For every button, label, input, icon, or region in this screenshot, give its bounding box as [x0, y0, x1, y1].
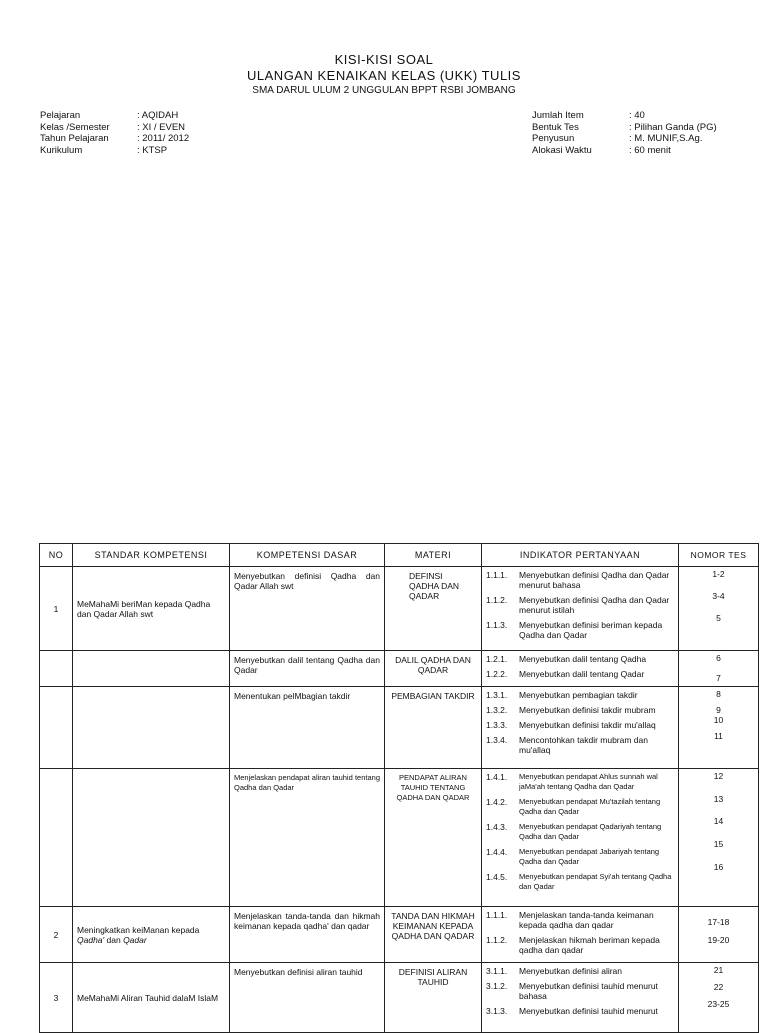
indikator-number: 1.1.2. — [486, 595, 508, 605]
indikator-text: Menyebutkan definisi beriman kepada Qadha dan Qadar — [519, 620, 663, 640]
cell-standar-kompetensi: Meningkatkan keiManan kepada Qadha' dan Qadar — [73, 907, 230, 963]
meta-row — [40, 122, 189, 134]
indikator-number: 1.1.3. — [486, 620, 508, 630]
indikator-text: Menyebutkan definisi takdir mubram — [519, 705, 656, 715]
nomor-tes-value: 10 — [713, 715, 724, 725]
indikator-text: Menyebutkan pendapat Syi'ah tentang Qadha dan Qadar — [519, 872, 672, 891]
indikator-text: Menyebutkan definisi takdir mu'allaq — [519, 720, 656, 730]
nomor-tes-value: 19-20 — [707, 935, 730, 945]
indikator-number: 1.3.2. — [486, 705, 508, 715]
table-row — [40, 687, 759, 769]
nomor-tes-value: 23-25 — [707, 999, 730, 1009]
cell-materi: TANDA DAN HIKMAH KEIMANAN KEPADA QADHA DAN QADAR — [385, 907, 482, 963]
table-row — [40, 907, 759, 963]
indikator-text: Menyebutkan definisi aliran — [519, 966, 623, 976]
cell-indikator — [482, 651, 679, 687]
meta-left-block — [40, 110, 189, 156]
cell-indikator — [482, 769, 679, 907]
indikator-text: Menyebutkan pendapat Jabariyah tentang Qadha dan Qadar — [519, 847, 660, 866]
indikator-item — [486, 570, 676, 590]
cell-nomor-tes — [679, 963, 759, 1033]
meta-label: Kurikulum — [40, 144, 83, 156]
indikator-item — [486, 705, 676, 715]
cell-no — [40, 769, 73, 907]
indikator-number: 1.4.3. — [486, 822, 508, 832]
indikator-number: 1.4.2. — [486, 797, 508, 807]
table-row — [40, 567, 759, 651]
cell-kompetensi-dasar: Menjelaskan tanda-tanda dan hikmah keimanan kepada qadha' dan qadar — [230, 907, 385, 963]
indikator-item — [486, 910, 676, 930]
indikator-number: 1.1.2. — [486, 935, 508, 945]
indikator-number: 1.1.1. — [486, 570, 508, 580]
meta-value: : Pilihan Ganda (PG) — [629, 121, 717, 133]
cell-kompetensi-dasar: Menentukan pelMbagian takdir — [230, 687, 385, 769]
cell-indikator — [482, 963, 679, 1033]
cell-materi: PENDAPAT ALIRAN TAUHID TENTANG QADHA DAN QADAR — [385, 769, 482, 907]
cell-no: 2 — [40, 907, 73, 963]
header-materi: MATERI — [385, 544, 482, 567]
meta-value: : 60 menit — [629, 144, 671, 156]
indikator-item — [486, 669, 676, 679]
indikator-number: 1.4.1. — [486, 772, 508, 782]
nomor-tes-value: 11 — [714, 731, 723, 741]
nomor-tes-value: 17-18 — [707, 917, 730, 927]
meta-row — [40, 110, 189, 122]
meta-value: : 2011/ 2012 — [137, 133, 190, 144]
meta-label: Pelajaran — [40, 110, 81, 121]
indikator-text: Menjelaskan hikmah beriman kepada qadha dan qadar — [519, 935, 660, 955]
indikator-item — [486, 620, 676, 640]
nomor-tes-value: 16 — [713, 862, 724, 872]
cell-nomor-tes — [679, 651, 759, 687]
doc-title: KISI-KISI SOAL — [334, 52, 434, 67]
indikator-text: Menyebutkan pendapat Mu'tazilah tentang Qadha dan Qadar — [519, 797, 661, 816]
indikator-number: 1.1.1. — [486, 910, 508, 920]
nomor-tes-value: 3-4 — [712, 591, 725, 601]
indikator-item — [486, 654, 676, 664]
meta-label: Alokasi Waktu — [532, 144, 592, 156]
indikator-text: Menyebutkan pembagian takdir — [519, 690, 638, 700]
indikator-text: Menyebutkan pendapat Qadariyah tentang Qadha dan Qadar — [519, 822, 662, 841]
indikator-number: 1.4.4. — [486, 847, 508, 857]
indikator-item — [486, 1006, 676, 1016]
indikator-text: Menyebutkan definisi tauhid menurut — [519, 1006, 658, 1016]
nomor-tes-value: 1-2 — [712, 569, 725, 579]
cell-indikator — [482, 687, 679, 769]
meta-row — [532, 145, 717, 157]
cell-no — [40, 651, 73, 687]
indikator-text: Menyebutkan definisi tauhid menurut bahasa — [519, 981, 658, 1001]
table-header-row — [40, 544, 759, 567]
nomor-tes-value: 14 — [713, 816, 724, 826]
cell-materi: DEFINSI QADHA DAN QADAR — [385, 567, 482, 651]
table-row — [40, 651, 759, 687]
nomor-tes-value: 21 — [713, 965, 724, 975]
doc-subtitle: ULANGAN KENAIKAN KELAS (UKK) TULIS — [247, 68, 521, 83]
indikator-text: Menjelaskan tanda-tanda keimanan kepada qadha dan qadar — [519, 910, 654, 930]
meta-label: Tahun Pelajaran — [40, 133, 109, 144]
meta-row — [532, 110, 717, 122]
indikator-text: Menyebutkan definisi Qadha dan Qadar menurut bahasa — [519, 570, 670, 590]
cell-standar-kompetensi — [73, 687, 230, 769]
indikator-number: 1.3.4. — [486, 735, 508, 745]
header-kompetensi-dasar: KOMPETENSI DASAR — [230, 544, 385, 567]
header-indikator: INDIKATOR PERTANYAAN — [482, 544, 679, 567]
indikator-number: 3.1.1. — [486, 966, 508, 976]
cell-no — [40, 687, 73, 769]
indikator-number: 3.1.3. — [486, 1006, 508, 1016]
cell-standar-kompetensi — [73, 769, 230, 907]
document-header — [0, 52, 768, 97]
cell-materi: PEMBAGIAN TAKDIR — [385, 687, 482, 769]
table-row — [40, 769, 759, 907]
indikator-item — [486, 966, 676, 976]
nomor-tes-value: 12 — [713, 771, 724, 781]
cell-standar-kompetensi — [73, 651, 230, 687]
meta-right-block — [532, 110, 717, 156]
indikator-text: Menyebutkan pendapat Ahlus sunnah wal jaMa'ah tentang Qadha dan Qadar — [519, 772, 658, 791]
cell-nomor-tes — [679, 907, 759, 963]
nomor-tes-value: 15 — [713, 839, 724, 849]
nomor-tes-value: 8 — [716, 689, 721, 699]
indikator-item — [486, 595, 676, 615]
meta-row — [532, 122, 717, 134]
cell-nomor-tes — [679, 769, 759, 907]
nomor-tes-value: 9 — [716, 705, 721, 715]
cell-materi: DEFINISI ALIRAN TAUHID — [385, 963, 482, 1033]
cell-nomor-tes — [679, 687, 759, 769]
cell-indikator — [482, 907, 679, 963]
meta-value: : AQIDAH — [137, 110, 179, 121]
meta-value: : KTSP — [137, 144, 168, 156]
cell-kompetensi-dasar: Menjelaskan pendapat aliran tauhid tentang Qadha dan Qadar — [230, 769, 385, 907]
indikator-item — [486, 822, 676, 842]
cell-materi: DALIL QADHA DAN QADAR — [385, 651, 482, 687]
indikator-item — [486, 720, 676, 730]
meta-label: Jumlah Item — [532, 110, 584, 121]
kisi-kisi-table — [39, 543, 759, 1033]
meta-row — [40, 145, 189, 157]
indikator-item — [486, 735, 676, 755]
nomor-tes-value: 5 — [716, 613, 721, 623]
indikator-item — [486, 690, 676, 700]
header-nomor-tes: NOMOR TES — [679, 544, 759, 567]
indikator-number: 1.3.3. — [486, 720, 508, 730]
indikator-item — [486, 772, 676, 792]
meta-label: Penyusun — [532, 133, 575, 144]
school-name: SMA DARUL ULUM 2 UNGGULAN BPPT RSBI JOMBANG — [252, 85, 516, 96]
cell-indikator — [482, 567, 679, 651]
indikator-number: 1.4.5. — [486, 872, 508, 882]
meta-value: : M. MUNIF,S.Ag. — [629, 133, 703, 144]
cell-no: 3 — [40, 963, 73, 1033]
cell-kompetensi-dasar: Menyebutkan dalil tentang Qadha dan Qadar — [230, 651, 385, 687]
header-no: NO — [40, 544, 73, 567]
indikator-text: Menyebutkan definisi Qadha dan Qadar menurut istilah — [519, 595, 670, 615]
meta-row — [532, 133, 717, 145]
meta-label: Bentuk Tes — [532, 121, 579, 133]
nomor-tes-value: 13 — [713, 794, 724, 804]
indikator-item — [486, 981, 676, 1001]
indikator-number: 1.3.1. — [486, 690, 508, 700]
nomor-tes-value: 22 — [713, 982, 724, 992]
meta-row — [40, 133, 189, 145]
meta-value: : XI / EVEN — [137, 121, 186, 133]
indikator-item — [486, 872, 676, 892]
indikator-number: 1.2.2. — [486, 669, 508, 679]
nomor-tes-value: 6 — [716, 653, 721, 663]
header-standar-kompetensi: STANDAR KOMPETENSI — [73, 544, 230, 567]
cell-kompetensi-dasar: Menyebutkan definisi Qadha dan Qadar Allah swt — [230, 567, 385, 651]
indikator-text: Mencontohkan takdir mubram dan mu'allaq — [519, 735, 648, 755]
cell-kompetensi-dasar: Menyebutkan definisi aliran tauhid — [230, 963, 385, 1033]
indikator-item — [486, 935, 676, 955]
cell-no: 1 — [40, 567, 73, 651]
indikator-number: 3.1.2. — [486, 981, 508, 991]
cell-nomor-tes — [679, 567, 759, 651]
cell-standar-kompetensi: MeMahaMi beriMan kepada Qadha dan Qadar Allah swt — [73, 567, 230, 651]
cell-standar-kompetensi: MeMahaMi Aliran Tauhid dalaM IslaM — [73, 963, 230, 1033]
indikator-text: Menyebutkan dalil tentang Qadha — [519, 654, 647, 664]
meta-value: : 40 — [629, 110, 645, 121]
indikator-text: Menyebutkan dalil tentang Qadar — [519, 669, 645, 679]
indikator-item — [486, 797, 676, 817]
nomor-tes-value: 7 — [716, 673, 721, 683]
indikator-number: 1.2.1. — [486, 654, 508, 664]
meta-label: Kelas /Semester — [40, 121, 110, 133]
indikator-item — [486, 847, 676, 867]
table-row — [40, 963, 759, 1033]
